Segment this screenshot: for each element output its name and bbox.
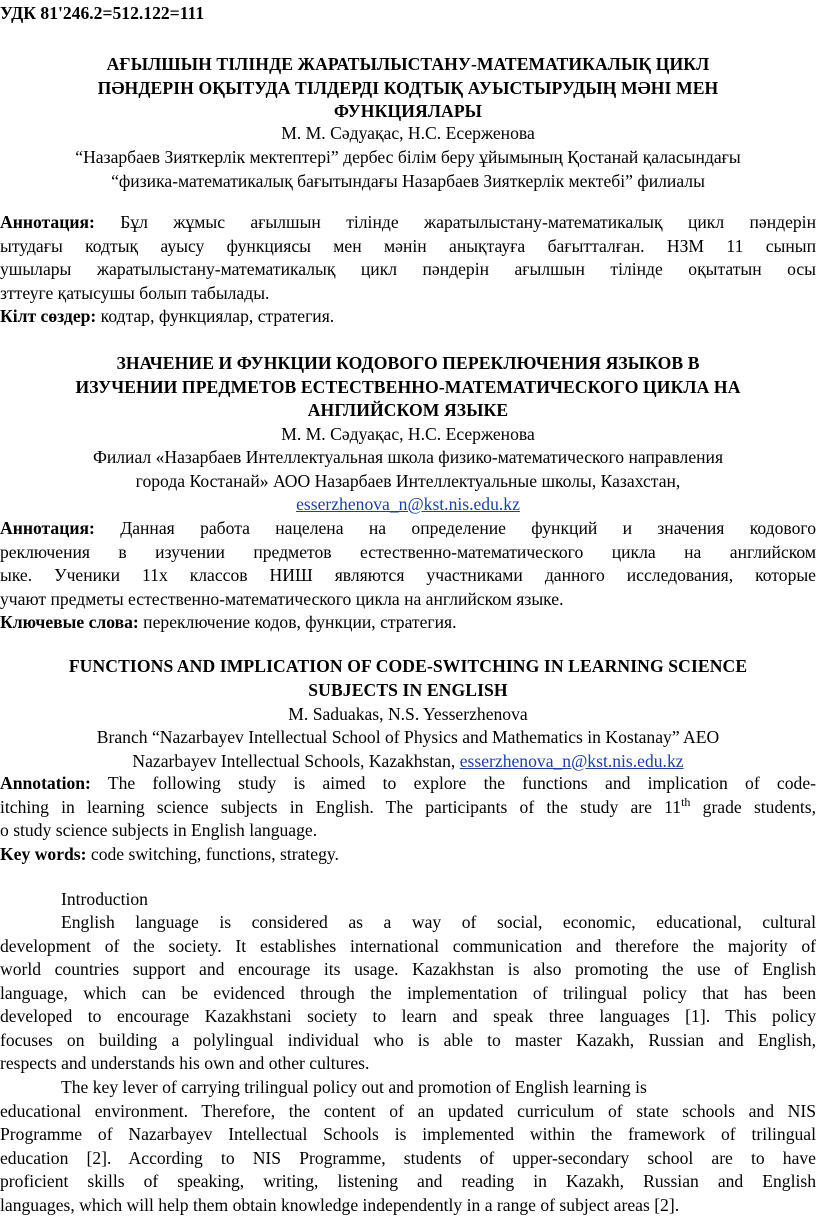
english-email-link[interactable]: esserzhenova_n@kst.nis.edu.kz bbox=[459, 750, 684, 771]
english-annotation-line: Annotation: The following study is aimed to explore the functions and implication of code- bbox=[0, 773, 816, 793]
kazakh-annotation bbox=[0, 211, 816, 329]
paragraph-line: respects and understands his own and other cultures. bbox=[0, 1053, 370, 1073]
kazakh-authors: М. М. Сәдуақас, Н.С. Есерженова bbox=[281, 123, 535, 143]
english-keywords: Key words: code switching, functions, strategy. bbox=[0, 843, 339, 864]
kazakh-title bbox=[0, 53, 816, 124]
udk-code: УДК 81'246.2=512.122=111 bbox=[0, 3, 205, 23]
russian-authors: М. М. Сәдуақас, Н.С. Есерженова bbox=[281, 424, 535, 444]
kazakh-annotation-line: зттеуге қатысушы болып табылады. bbox=[0, 282, 270, 303]
paragraph-line: development of the society. It establishes international communication and therefore the majority of bbox=[0, 935, 816, 956]
russian-title-line: ЗНАЧЕНИЕ И ФУНКЦИИ КОДОВОГО ПЕРЕКЛЮЧЕНИЯ ЯЗЫКОВ В bbox=[116, 353, 700, 373]
english-annotation bbox=[0, 772, 816, 866]
english-annotation-line: o study science subjects in English language. bbox=[0, 820, 318, 840]
paragraph-line: language, which can be evidenced through the implementation of trilingual policy that has been bbox=[0, 982, 816, 1003]
kazakh-title-line: ПӘНДЕРІН ОҚЫТУДА ТІЛДЕРДІ КОДТЫҚ АУЫСТЫРУДЫҢ МӘНІ МЕН bbox=[97, 77, 719, 98]
russian-keywords: Ключевые слова: переключение кодов, функции, стратегия. bbox=[0, 612, 457, 632]
russian-title-line: АНГЛИЙСКОМ ЯЗЫКЕ bbox=[307, 400, 509, 420]
kazakh-annotation-line: ытудағы кодтық ауысу функциясы мен мәнін анықтауға бағытталған. НЗМ 11 сынып bbox=[0, 235, 816, 256]
paragraph-line: developed to encourage Kazakhstani society to learn and speak three languages [1]. This policy bbox=[0, 1006, 816, 1026]
english-title-line: FUNCTIONS AND IMPLICATION OF CODE-SWITCHING IN LEARNING SCIENCE bbox=[68, 656, 748, 676]
russian-keywords-label: Ключевые слова: bbox=[0, 612, 139, 632]
english-annotation-label: Annotation: bbox=[0, 773, 91, 793]
russian-affiliation bbox=[0, 446, 816, 517]
russian-annotation-line: ыке. Ученики 11х классов НИШ являются участниками данного исследования, которые bbox=[0, 565, 816, 585]
english-affiliation-line: Branch “Nazarbayev Intellectual School of Physics and Mathematics in Kostanay” AEO bbox=[96, 727, 720, 747]
english-affiliation bbox=[0, 726, 816, 773]
paragraph-line: languages, which will help them obtain knowledge independently in a range of subject areas [2]. bbox=[0, 1194, 680, 1215]
kazakh-annotation-line: ушылары жаратылыстану-математикалық цикл пәндерін ағылшын тілінде оқытатын осы bbox=[0, 259, 816, 279]
introduction-heading: Introduction bbox=[61, 889, 148, 909]
paragraph-line: education [2]. According to NIS Programme, students of upper-secondary school are to have bbox=[0, 1147, 816, 1168]
russian-title bbox=[0, 352, 816, 423]
paragraph-line: Programme of Nazarbayev Intellectual Schools is implemented within the framework of trilingual bbox=[0, 1124, 816, 1144]
russian-annotation-line: учают предметы естественно-математического цикла на английском языке. bbox=[0, 588, 564, 609]
kazakh-title-line: ФУНКЦИЯЛАРЫ bbox=[333, 101, 483, 121]
kazakh-affiliation bbox=[0, 146, 816, 193]
kazakh-keywords: Кілт сөздер: кодтар, функциялар, стратегия. bbox=[0, 306, 335, 326]
russian-affiliation-line: Филиал «Назарбаев Интеллектуальная школа физико-математического направления bbox=[92, 447, 724, 467]
russian-title-line: ИЗУЧЕНИИ ПРЕДМЕТОВ ЕСТЕСТВЕННО-МАТЕМАТИЧЕСКОГО ЦИКЛА НА bbox=[75, 376, 741, 397]
kazakh-affiliation-line: “физика-математикалық бағытындағы Назарбаев Зияткерлік мектебі” филиалы bbox=[111, 170, 705, 191]
english-title-line: SUBJECTS IN ENGLISH bbox=[308, 679, 508, 700]
paragraph-2 bbox=[0, 1076, 816, 1217]
russian-email-link[interactable]: esserzhenova_n@kst.nis.edu.kz bbox=[296, 494, 520, 514]
russian-annotation bbox=[0, 517, 816, 635]
paragraph-line: English language is considered as a way of social, economic, educational, cultural bbox=[61, 912, 816, 932]
kazakh-affiliation-line: “Назарбаев Зияткерлік мектептері” дербес білім беру ұйымының Қостанай қаласындағы bbox=[75, 147, 741, 167]
paragraph-line: world countries support and encourage its usage. Kazakhstan is also promoting the use of English bbox=[0, 959, 816, 979]
kazakh-title-line: АҒЫЛШЫН ТІЛІНДЕ ЖАРАТЫЛЫСТАНУ-МАТЕМАТИКАЛЫҚ ЦИКЛ bbox=[106, 54, 710, 74]
superscript-th: th bbox=[681, 794, 691, 809]
paragraph-line: The key lever of carrying trilingual policy out and promotion of English learning is bbox=[61, 1077, 647, 1097]
kazakh-annotation-label: Аннотация: bbox=[0, 212, 95, 232]
russian-annotation-line: Аннотация: Данная работа нацелена на определение функций и значения кодового bbox=[0, 518, 816, 538]
english-keywords-label: Key words: bbox=[0, 843, 87, 864]
english-annotation-line: itching in learning science subjects in English. The participants of the study are 11th grade students, bbox=[0, 794, 816, 817]
english-title bbox=[0, 655, 816, 702]
paragraph-line: educational environment. Therefore, the content of an updated curriculum of state schools and NIS bbox=[0, 1100, 816, 1121]
russian-annotation-label: Аннотация: bbox=[0, 518, 95, 538]
kazakh-keywords-label: Кілт сөздер: bbox=[0, 306, 97, 326]
english-affiliation-line: Nazarbayev Intellectual Schools, Kazakhstan, esserzhenova_n@kst.nis.edu.kz bbox=[132, 750, 684, 771]
russian-affiliation-line: города Костанай» АОО Назарбаев Интеллектуальные школы, Казахстан, bbox=[135, 470, 681, 491]
english-authors: M. Saduakas, N.S. Yesserzhenova bbox=[288, 704, 528, 724]
paragraph-line: focuses on building a polylingual individual who is able to master Kazakh, Russian and English, bbox=[0, 1029, 816, 1050]
kazakh-annotation-line: Аннотация: Бұл жұмыс ағылшын тілінде жаратылыстану-математикалық цикл пәндерін bbox=[0, 212, 816, 232]
russian-email-line bbox=[0, 493, 816, 517]
paragraph-1 bbox=[0, 911, 816, 1076]
russian-annotation-line: реключения в изучении предметов естественно-математического цикла на английском bbox=[0, 541, 816, 562]
paragraph-line: proficient skills of speaking, writing, listening and reading in Kazakh, Russian and English bbox=[0, 1171, 816, 1191]
